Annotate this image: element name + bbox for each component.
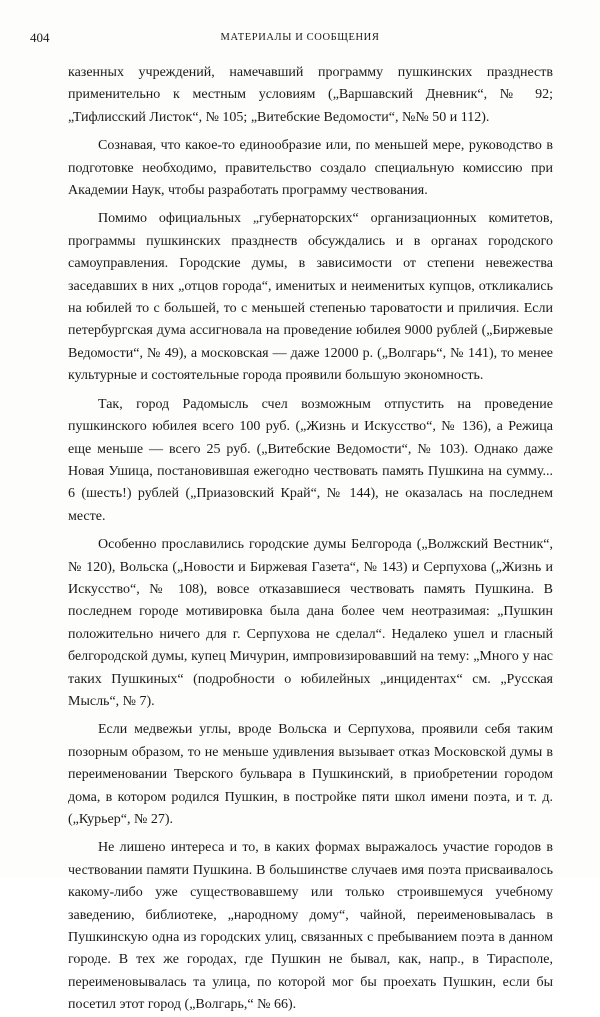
body-text (68, 62, 553, 1017)
paragraph-4: Так, город Радомысль счел возможным отпустить на проведение пушкинского юбилея всего 100 руб. („Жизнь и Искусство“, № 136), а Режица еще меньше — всего 25 руб. („Витебские Ведомости“, № 103). Однако даже Новая Ушица, постановившая ежегодно чествовать память Пушкина на сумму... 6 (шесть!) рублей („Приазовский Край“, № 144), не оказалась на последнем месте. (68, 396, 553, 524)
paragraph-1: казенных учреждений, намечавший программу пушкинских празднеств применительно к местным условиям („Варшавский Дневник“, № 92; „Тифлисский Листок“, № 105; „Витебские Ведомости“, №№ 50 и 112). (68, 65, 553, 125)
paragraph-6: Если медвежьи углы, вроде Вольска и Серпухова, проявили себя таким позорным образом, то не меньше удивления вызывает отказ Московской думы в переименовании Тверского бульвара в Пушкинский, в приобретении городом дома, в котором родился Пушкин, в постройке пяти школ имени поэта, и т. д. („Курьер“, № 27). (68, 722, 553, 827)
page-number: 404 (30, 30, 50, 45)
running-title: МАТЕРИАЛЫ И СООБЩЕНИЯ (220, 32, 380, 43)
page-header (30, 30, 570, 52)
paragraph-2: Сознавая, что какое-то единообразие или, по меньшей мере, руководство в подготовке необходимо, правительство создало специальную комиссию при Академии Наук, чтобы разработать программу чествования. (68, 138, 553, 199)
paragraph-3: Помимо официальных „губернаторских“ организационных комитетов, программы пушкинских празднеств обсуждались и в органах городского самоуправления. Городские думы, в зависимости от степени невежества заседавших в них „отцов города“, именитых и неименитых купцов, откликались на юбилей то с большей, то с меньшей степенью тароватости и приличия. Если петербургская дума ассигновала на проведение юбилея 9000 рублей („Биржевые Ведомости“, № 49), а московская — даже 12000 р. („Волгарь“, № 141), то менее культурные и состоятельные города проявили большую экономность. (68, 211, 553, 384)
paragraph-7: Не лишено интереса и то, в каких формах выражалось участие городов в чествовании памяти Пушкина. В большинстве случаев имя поэта присваивалось какому-либо уже существовавшему или только строившемуся учебному заведению, библиотеке, „народному дому“, чайной, переименовывалась в Пушкинскую одна из городских улиц, связанных с пребыванием поэта в данном городе. В тех же городах, где Пушкин не бывал, как, напр., в Тирасполе, переименовывалась та улица, по которой мог бы проехать Пушкин, если бы посетил этот город („Волгарь,“ № 66). (68, 840, 553, 1013)
paragraph-5: Особенно прославились городские думы Белгорода („Волжский Вестник“, № 120), Вольска („Новости и Биржевая Газета“, № 143) и Серпухова („Жизнь и Искусство“, № 108), вовсе отказавшиеся чествовать память Пушкина. В последнем городе мотивировка была дана более чем неотразимая: „Пушкин положительно ничего для г. Серпухова не сделал“. Недалеко ушел и гласный белгородской думы, купец Мичурин, импровизировавший на тему: „Много у нас таких Пушкиных“ (подробности о юбилейных „инцидентах“ см. „Русская Мысль“, № 7). (68, 537, 553, 709)
